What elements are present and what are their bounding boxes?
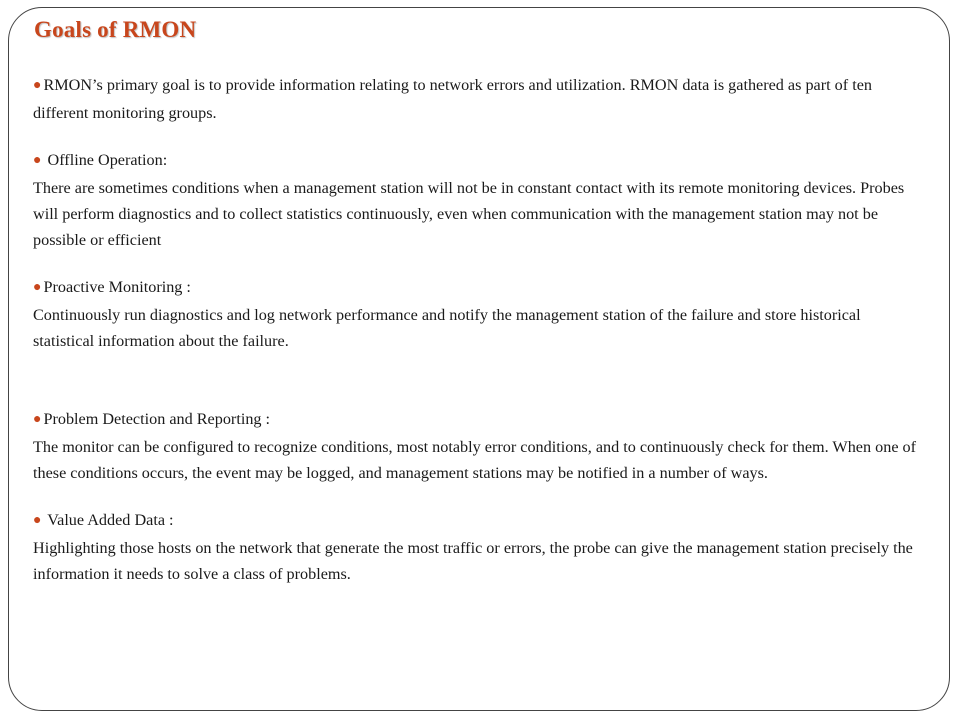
bullet-icon: ● bbox=[33, 153, 42, 168]
section-body: There are sometimes conditions when a management station will not be in constant contact with its remote monitoring devices. Probes will perform diagnostics and to collect statistics continuously, even when communication with the management station may not be possible or efficient bbox=[33, 179, 905, 249]
section-value-added-data bbox=[33, 507, 923, 587]
slide-content bbox=[33, 72, 923, 587]
section-heading: RMON’s primary goal is to provide information relating to network errors and utilization. RMON data is gathered as part of ten different monitoring groups. bbox=[33, 76, 872, 122]
section-offline-operation bbox=[33, 147, 923, 253]
bullet-icon: ● bbox=[33, 78, 42, 93]
section-body: The monitor can be configured to recognize conditions, most notably error conditions, and to continuously check for them. When one of these conditions occurs, the event may be logged, and management stations may be notified in a number of ways. bbox=[33, 438, 917, 482]
section-primary-goal bbox=[33, 72, 923, 126]
section-heading: Problem Detection and Reporting : bbox=[43, 410, 271, 428]
bullet-icon: ● bbox=[33, 280, 42, 295]
section-body: Highlighting those hosts on the network that generate the most traffic or errors, the probe can give the management station precisely the information it needs to solve a class of problems. bbox=[33, 539, 913, 583]
section-body: Continuously run diagnostics and log network performance and notify the management station of the failure and store historical statistical information about the failure. bbox=[33, 306, 861, 350]
slide-title: Goals of RMON bbox=[34, 17, 197, 42]
section-heading: Proactive Monitoring : bbox=[43, 278, 191, 296]
section-proactive-monitoring bbox=[33, 274, 923, 354]
bullet-icon: ● bbox=[33, 412, 42, 427]
bullet-icon: ● bbox=[33, 513, 42, 528]
section-heading: Value Added Data : bbox=[47, 511, 174, 529]
section-problem-detection bbox=[33, 406, 923, 486]
section-heading: Offline Operation: bbox=[47, 151, 168, 169]
